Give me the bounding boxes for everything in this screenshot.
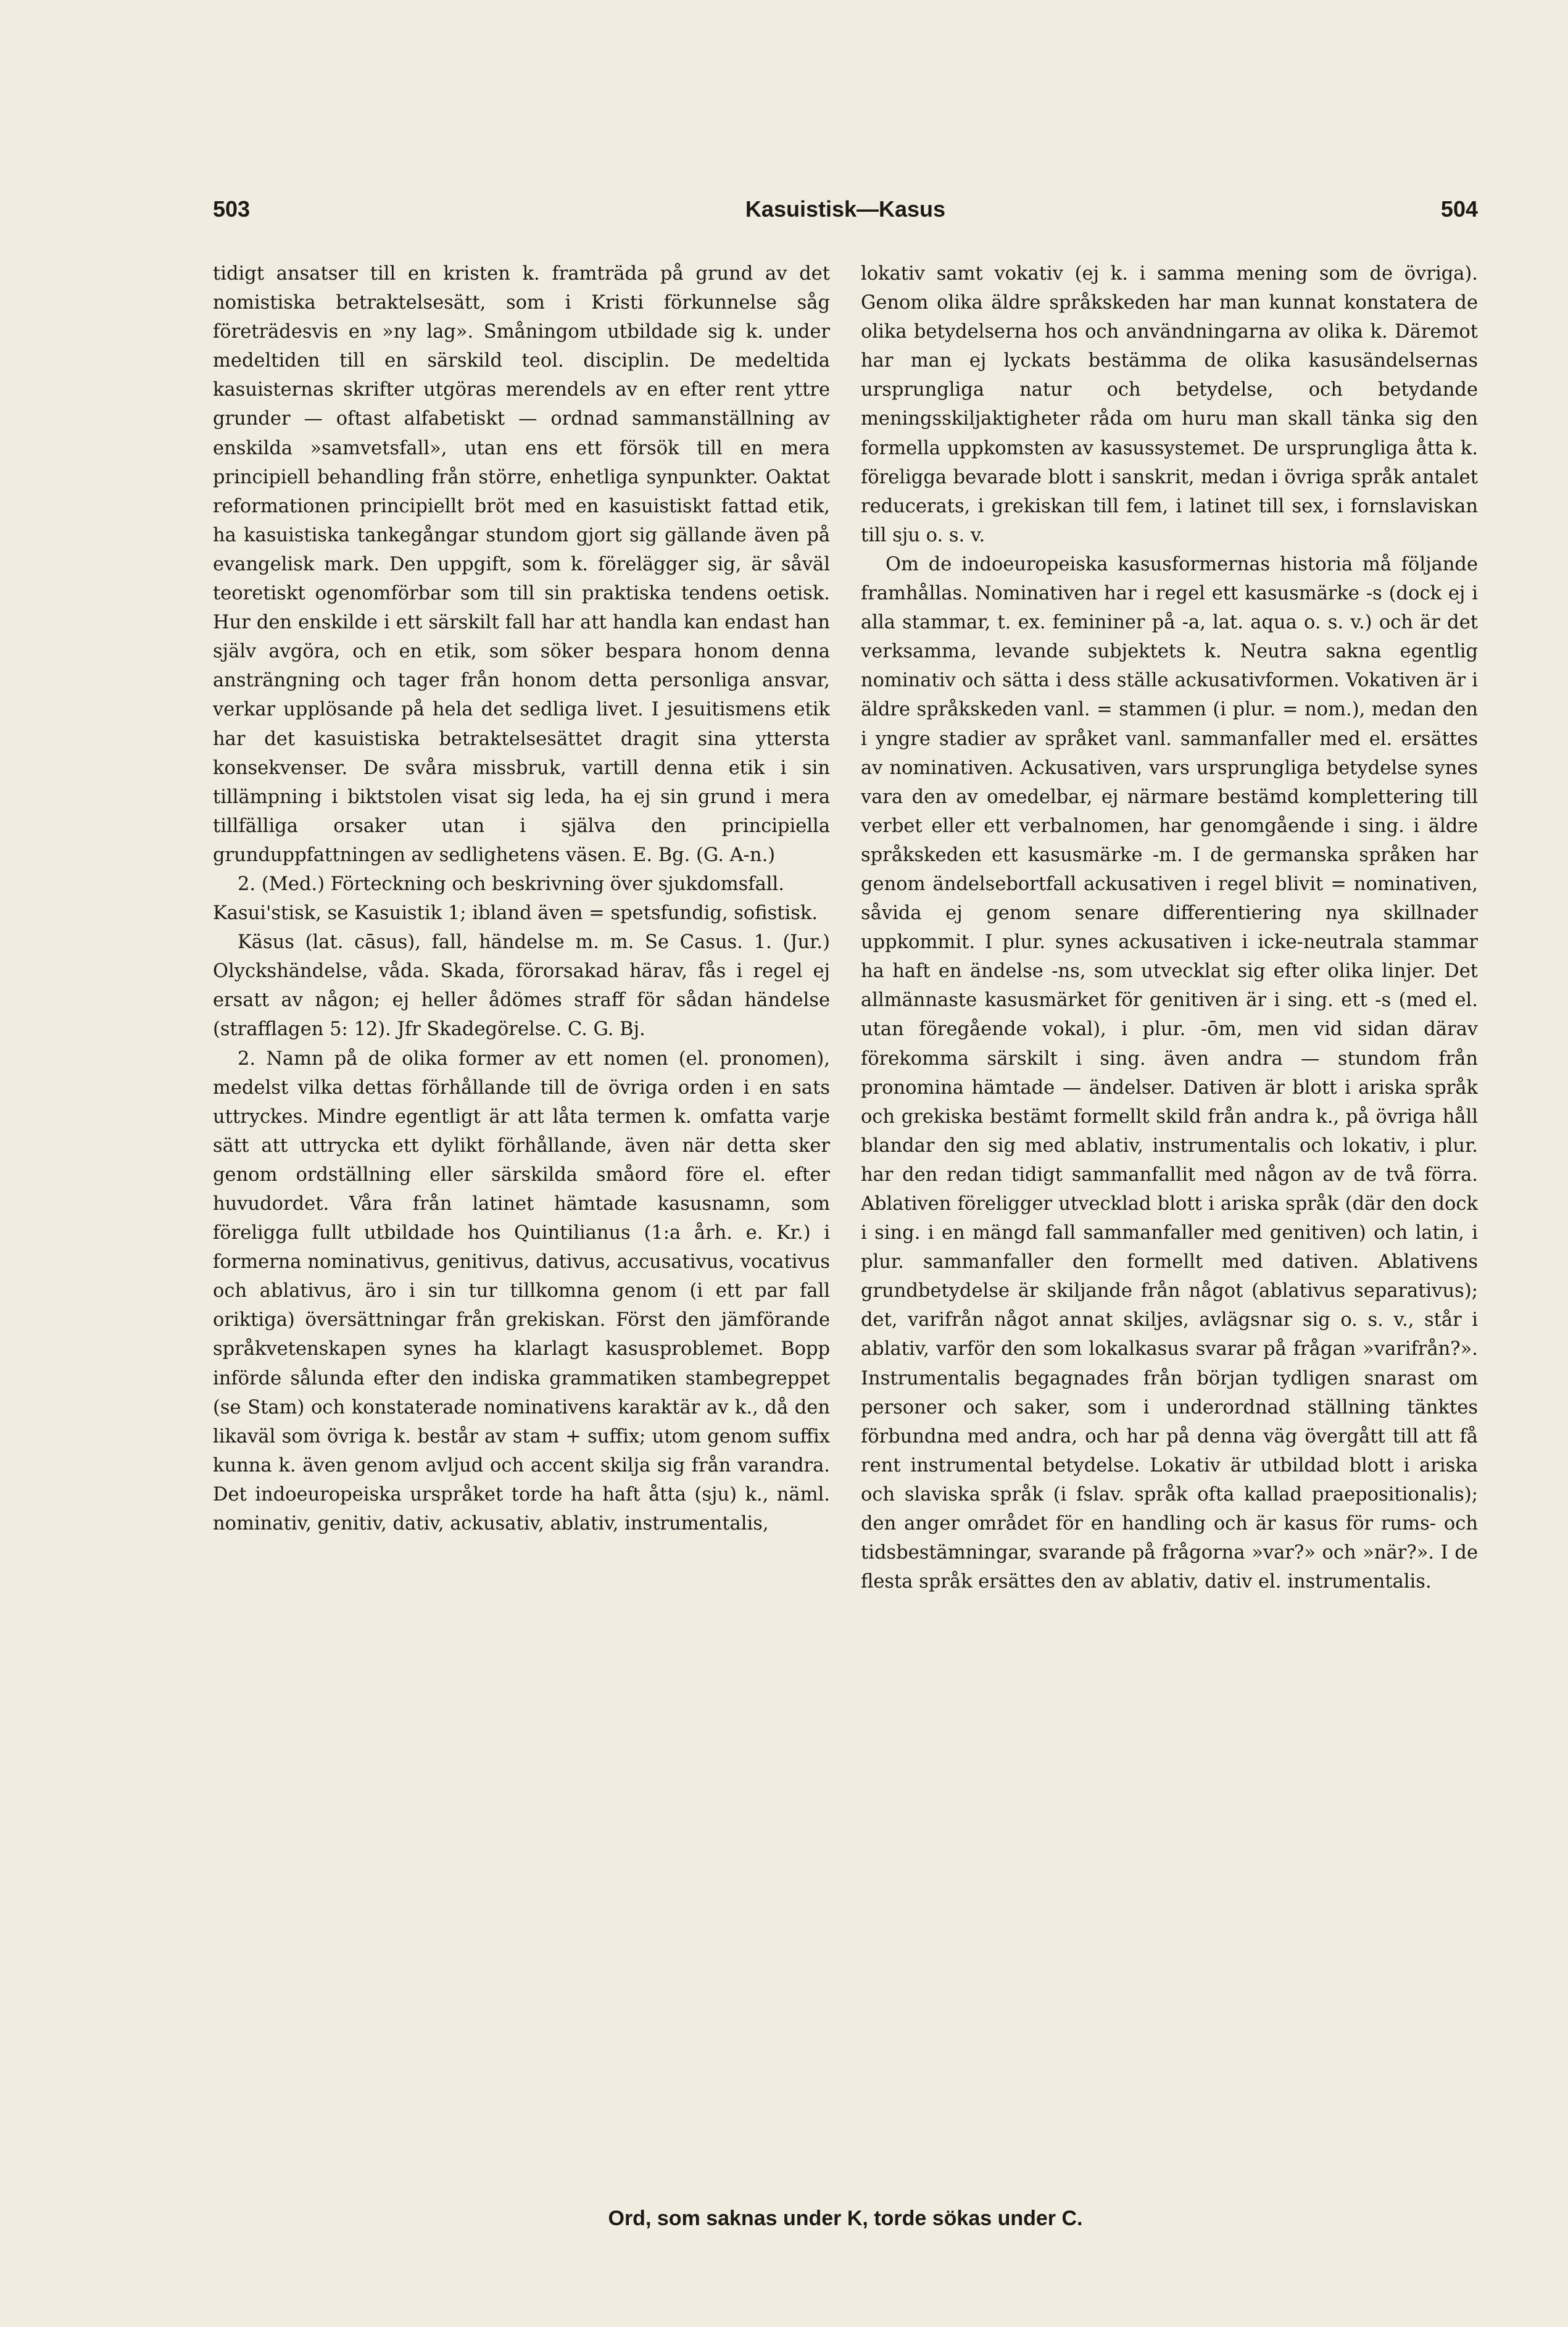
running-head: Kasuistisk—Kasus xyxy=(745,196,946,222)
paragraph: 2. Namn på de olika former av ett nomen (el. pronomen), medelst vilka dettas förhållande till de övriga orden i en sats uttryckes. Mindre egentligt är att låta termen k. omfatta varje sätt att uttrycka ett dylikt förhållande, även när detta sker genom ordställning eller särskilda småord före el. efter huvudordet. Våra från latinet hämtade kasusnamn, som föreligga fullt utbildade hos Quintilianus (1:a årh. e. Kr.) i formerna nominativus, genitivus, dativus, accusativus, vocativus och ablativus, äro i sin tur tillkomna genom (i ett par fall oriktiga) översättningar från grekiskan. Först den jämförande språkvetenskapen synes ha klarlagt kasusproblemet. Bopp införde sålunda efter den indiska grammatiken stambegreppet (se Stam) och konstaterade nominativens karaktär av k., då den likaväl som övriga k. består av stam + suffix; utom genom suffix kunna k. även genom avljud och accent skilja sig från varandra. Det indoeuropeiska urspråket torde ha haft åtta (sju) k., näml. nominativ, genitiv, dativ, ackusativ, ablativ, instrumentalis, xyxy=(213,1047,830,1535)
page-number-left: 503 xyxy=(213,196,251,222)
left-column xyxy=(213,259,830,2111)
paragraph: 2. (Med.) Förteckning och beskrivning över sjukdomsfall. xyxy=(238,873,784,895)
entry-paragraph: Käsus (lat. cāsus), fall, händelse m. m. Se Casus. 1. (Jur.) Olyckshändelse, våda. Skada, förorsakad härav, fås i regel ej ersatt av någon; ej heller ådömes straff för sådan händelse (strafflagen 5: 12). Jfr Skadegörelse. C. G. Bj. xyxy=(213,931,830,1041)
right-column xyxy=(861,259,1478,2111)
paragraph: lokativ samt vokativ (ej k. i samma mening som de övriga). Genom olika äldre språkskeden har man kunnat konstatera de olika betydelserna hos och användningarna av olika k. Däremot har man ej lyckats bestämma de olika kasusändelsernas ursprungliga natur och betydelse, och betydande meningsskiljaktigheter råda om huru man skall tänka sig den formella uppkomsten av kasussystemet. De ursprungliga åtta k. föreligga bevarade blott i sanskrit, medan i övriga språk antalet reducerats, i grekiskan till fem, i latinet till sex, i fornslaviskan till sju o. s. v. xyxy=(861,263,1478,546)
paragraph: tidigt ansatser till en kristen k. framträda på grund av det nomistiska betraktelsesätt, som i Kristi förkunnelse såg företrädesvis en »ny lag». Småningom utbildade sig k. under medeltiden till en särskild teol. disciplin. De medeltida kasuisternas skrifter utgöras merendels av en efter rent yttre grunder — oftast alfabetiskt — ordnad sammanställning av enskilda »samvetsfall», utan ens ett försök till en mera principiell behandling från större, enhetliga synpunkter. Oaktat reformationen principiellt bröt med en kasuistiskt fattad etik, ha kasuistiska tankegångar stundom gjort sig gällande även på evangelisk mark. Den uppgift, som k. förelägger sig, är såväl teoretiskt ogenomförbar som till sin praktiska tendens oetisk. Hur den enskilde i ett särskilt fall har att handla kan endast han själv avgöra, och en etik, som söker bespara honom denna ansträngning och tager från honom detta personliga ansvar, verkar upplösande på hela det sedliga livet. I jesuitismens etik har det kasuistiska betraktelsesättet dragit sina yttersta konsekvenser. De svåra missbruk, vartill denna etik i sin tillämpning i biktstolen visat sig leda, ha ej sin grund i mera tillfälliga orsaker utan i själva den principiella grunduppfattningen av sedlighetens väsen. E. Bg. (G. A-n.) xyxy=(213,263,830,866)
paragraph: Om de indoeuropeiska kasusformernas historia må följande framhållas. Nominativen har i regel ett kasusmärke -s (dock ej i alla stammar, t. ex. femininer på -a, lat. aqua o. s. v.) och är det verksamma, levande subjektets k. Neutra sakna egentlig nominativ och sätta i dess ställe ackusativformen. Vokativen är i äldre språkskeden vanl. = stammen (i plur. = nom.), medan den i yngre stadier av språket vanl. sammanfaller med el. ersättes av nominativen. Ackusativen, vars ursprungliga betydelse synes vara den av omedelbar, ej närmare bestämd komplettering till verbet eller ett verbalnomen, har genomgående i sing. i äldre språkskeden ett kasusmärke -m. I de germanska språken har genom ändelsebortfall ackusativen i regel blivit = nominativen, såvida ej genom senare differentiering nya skillnader uppkommit. I plur. synes ackusativen i icke-neutrala stammar ha haft en ändelse -ns, som utvecklat sig efter olika linjer. Det allmännaste kasusmärket för genitiven är i sing. ett -s (med el. utan föregående vokal), i plur. -ōm, men vid sidan därav förekomma särskilt i sing. även andra — stundom från pronomina hämtade — ändelser. Dativen är blott i ariska språk och grekiska bestämt formellt skild från andra k., på övriga håll blandar den sig med ablativ, instrumentalis och lokativ, i plur. har den redan tidigt sammanfallit med någon av de två förra. Ablativen föreligger utvecklad blott i ariska språk (där den dock i sing. i en mängd fall sammanfaller med genitiven) och latin, i plur. sammanfaller den formellt med dativen. Ablativens grundbetydelse är skiljande från något (ablativus separativus); det, varifrån något annat skiljes, avlägsnar sig o. s. v., står i ablativ, varför den som lokalkasus svarar på frågan »varifrån?». Instrumentalis begagnades från början tydligen snarast om personer och saker, som i underordnad ställning tänktes förbundna med andra, och har på denna väg övergått till att få rent instrumental betydelse. Lokativ är utbildad blott i ariska och slaviska språk (i fslav. språk ofta kallad praepositionalis); den anger området för en handling och är kasus för rums- och tidsbestämningar, svarande på frågorna »var?» och »när?». I de flesta språk ersättes den av ablativ, dativ el. instrumentalis. xyxy=(861,553,1478,1593)
footer-note: Ord, som saknas under K, torde sökas under C. xyxy=(608,2207,1083,2230)
page-header xyxy=(213,196,1478,233)
entry-paragraph: Kasui'stisk, se Kasuistik 1; ibland även = spetsfundig, sofistisk. xyxy=(213,902,818,925)
page-number-right: 504 xyxy=(1440,196,1478,222)
